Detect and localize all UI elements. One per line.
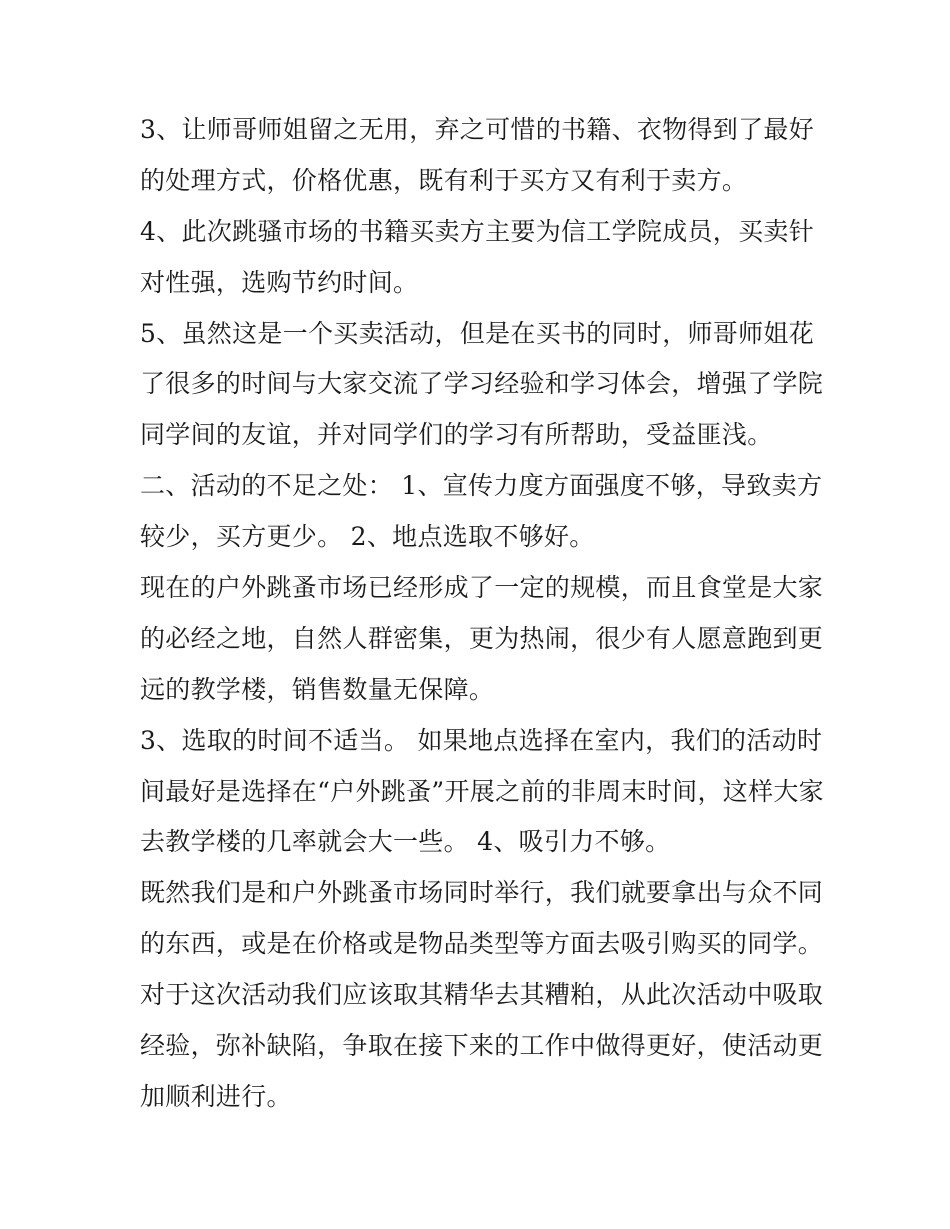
text-line: 同学间的友谊，并对同学们的学习有所帮助，受益匪浅。 bbox=[140, 420, 773, 450]
paragraph-2 bbox=[140, 207, 820, 309]
text-line: 3、选取的时间不适当。 如果地点选择在室内，我们的活动时 bbox=[140, 725, 823, 755]
text-line: 加顺利进行。 bbox=[140, 1081, 292, 1111]
text-line: 现在的户外跳蚤市场已经形成了一定的规模，而且食堂是大家 bbox=[140, 573, 824, 603]
text-line: 的处理方式，价格优惠，既有利于买方又有利于卖方。 bbox=[140, 165, 748, 195]
text-line: 间最好是选择在“户外跳蚤”开展之前的非周末时间，这样大家 bbox=[140, 776, 824, 806]
paragraph-1 bbox=[140, 105, 820, 207]
paragraph-6 bbox=[140, 716, 824, 869]
paragraph-5 bbox=[140, 563, 824, 716]
text-line: 5、虽然这是一个买卖活动，但是在买书的同时，师哥师姐花 bbox=[140, 318, 815, 348]
text-line: 了很多的时间与大家交流了学习经验和学习体会，增强了学院 bbox=[140, 369, 824, 399]
paragraph-7 bbox=[140, 868, 824, 970]
document-body bbox=[140, 105, 824, 1123]
text-line: 经验，弥补缺陷，争取在接下来的工作中做得更好，使活动更 bbox=[140, 1031, 824, 1061]
text-line: 对性强，选购节约时间。 bbox=[140, 267, 419, 297]
text-line: 3、让师哥师姐留之无用，弃之可惜的书籍、衣物得到了最好 bbox=[140, 115, 815, 144]
text-line: 较少，买方更少。 2、地点选取不够好。 bbox=[140, 522, 595, 552]
text-line: 远的教学楼，销售数量无保障。 bbox=[140, 674, 495, 704]
text-line: 的必经之地，自然人群密集，更为热闹，很少有人愿意跑到更 bbox=[140, 623, 824, 653]
text-line: 二、活动的不足之处： 1、宣传力度方面强度不够，导致卖方 bbox=[140, 471, 823, 501]
text-line: 对于这次活动我们应该取其精华去其糟粕，从此次活动中吸取 bbox=[140, 980, 824, 1010]
text-line: 的东西，或是在价格或是物品类型等方面去吸引购买的同学。 bbox=[140, 929, 824, 959]
paragraph-8 bbox=[140, 970, 824, 1123]
text-line: 既然我们是和户外跳蚤市场同时举行，我们就要拿出与众不同 bbox=[140, 878, 824, 908]
paragraph-4 bbox=[140, 461, 823, 563]
paragraph-3 bbox=[140, 309, 824, 462]
text-line: 4、此次跳骚市场的书籍买卖方主要为信工学院成员，买卖针 bbox=[140, 216, 815, 246]
text-line: 去教学楼的几率就会大一些。 4、吸引力不够。 bbox=[140, 827, 671, 857]
